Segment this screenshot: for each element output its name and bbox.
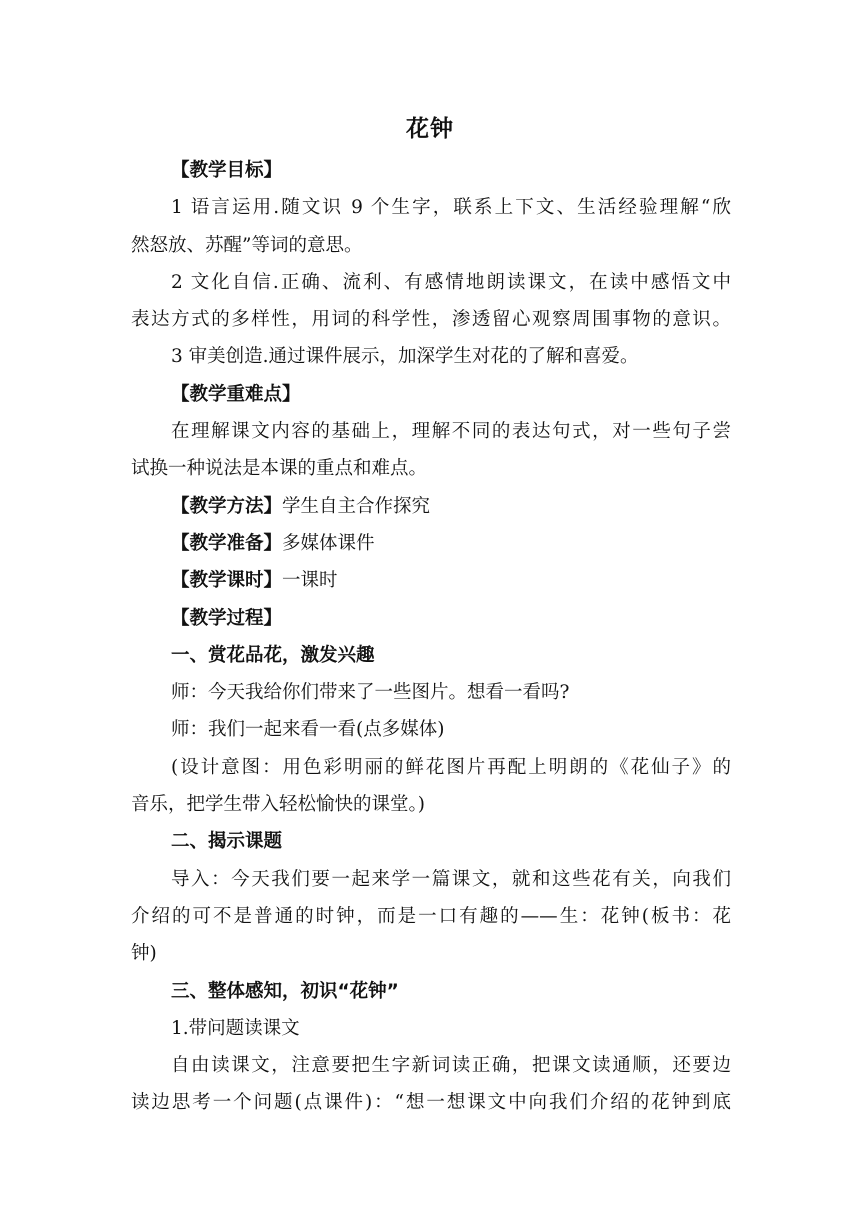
paragraph-text: 一课时 [282, 570, 338, 592]
text-line [131, 1010, 731, 1047]
paragraph-text: 介绍的可不是普通的时钟，而是一口有趣的——生：花钟(板书：花 [131, 905, 731, 927]
paragraph-text: 表达方式的多样性，用词的科学性，渗透留心观察周围事物的意识。 [131, 309, 731, 331]
text-line [131, 1047, 731, 1084]
text-line [131, 711, 731, 748]
text-line [131, 973, 731, 1010]
paragraph-text: 自由读课文，注意要把生字新词读正确，把课文读通顺，还要边 [171, 1055, 731, 1077]
text-line [131, 898, 731, 935]
paragraph-text: 多媒体课件 [282, 532, 375, 554]
paragraph-text: 师：我们一起来看一看(点多媒体) [171, 719, 445, 741]
paragraph-text: 学生自主合作探究 [282, 495, 431, 517]
bold-heading: 【教学准备】 [171, 532, 283, 554]
text-line [131, 301, 731, 338]
document-body [131, 152, 731, 1122]
paragraph-text: 1.带问题读课文 [171, 1017, 300, 1039]
bold-heading: 【教学目标】 [171, 160, 283, 181]
paragraph-text: 读边思考一个问题(点课件)：“想一想课文中向我们介绍的花钟到底 [131, 1092, 731, 1114]
text-line [131, 786, 731, 823]
bold-heading: 一、赏花品花，激发兴趣 [171, 644, 375, 666]
text-line [131, 674, 731, 711]
text-line [131, 637, 731, 674]
text-line [131, 450, 731, 487]
text-line [131, 823, 731, 860]
bold-heading: 【教学课时】 [171, 570, 283, 592]
paragraph-text: 然怒放、苏醒”等词的意思。 [131, 234, 363, 256]
paragraph-text: 3 审美创造.通过课件展示，加深学生对花的了解和喜爱。 [171, 346, 639, 368]
paragraph-text: 钟) [131, 943, 157, 965]
paragraph-text: 导入：今天我们要一起来学一篇课文，就和这些花有关，向我们 [171, 868, 731, 890]
text-line [131, 227, 731, 264]
text-line [131, 1084, 731, 1121]
text-line [131, 861, 731, 898]
text-line [131, 935, 731, 972]
paragraph-text: 音乐，把学生带入轻松愉快的课堂。) [131, 794, 425, 816]
paragraph-text: 在理解课文内容的基础上，理解不同的表达句式，对一些句子尝 [171, 421, 731, 443]
text-line [131, 152, 731, 189]
text-line [131, 525, 731, 562]
bold-heading: 【教学重难点】 [171, 383, 301, 405]
text-line [131, 749, 731, 786]
paragraph-text: 2 文化自信.正确、流利、有感情地朗读课文，在读中感悟文中 [171, 271, 731, 293]
text-line [131, 600, 731, 637]
paragraph-text: 1 语言运用.随文识 9 个生字，联系上下文、生活经验理解“欣 [171, 197, 731, 219]
bold-heading: 【教学方法】 [171, 495, 283, 517]
text-line [131, 189, 731, 226]
text-line [131, 338, 731, 375]
bold-heading: 三、整体感知，初识“花钟” [171, 980, 399, 1002]
text-line [131, 264, 731, 301]
document-title: 花钟 [406, 116, 454, 142]
text-line [131, 413, 731, 450]
text-line [131, 488, 731, 525]
paragraph-text: 师：今天我给你们带来了一些图片。想看一看吗? [171, 682, 570, 704]
text-line [131, 562, 731, 599]
bold-heading: 【教学过程】 [171, 607, 283, 629]
paragraph-text: 试换一种说法是本课的重点和难点。 [131, 458, 428, 480]
text-line [131, 376, 731, 413]
bold-heading: 二、揭示课题 [171, 831, 283, 853]
paragraph-text: (设计意图：用色彩明丽的鲜花图片再配上明朗的《花仙子》的 [171, 756, 731, 778]
